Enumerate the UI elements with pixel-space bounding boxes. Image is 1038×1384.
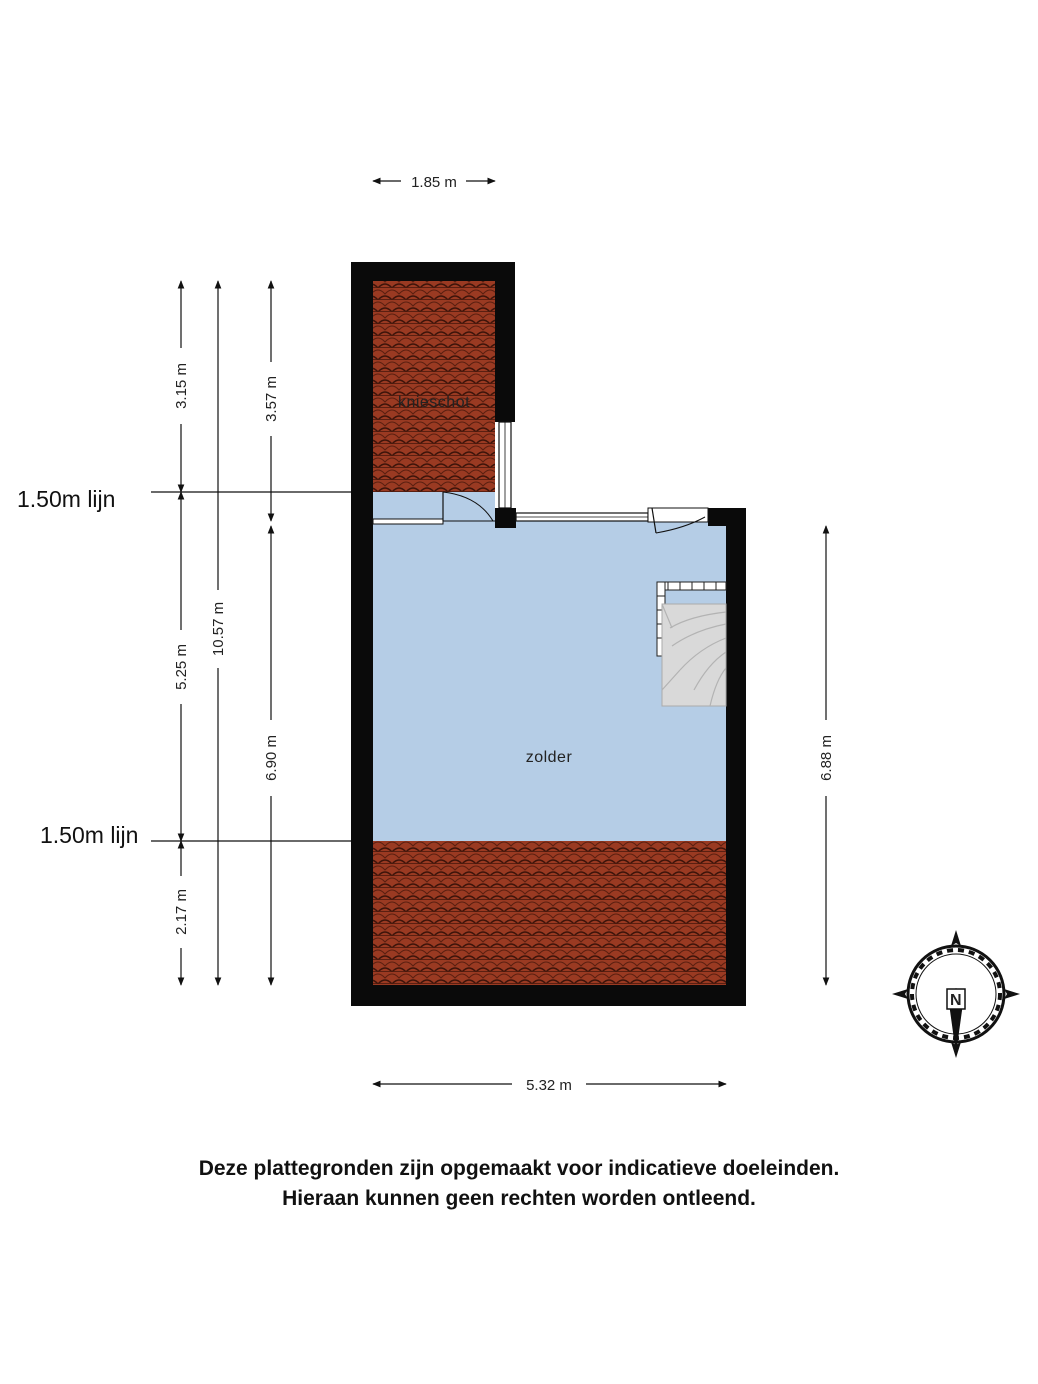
dim-inner-b-label: 6.90 m bbox=[263, 735, 280, 781]
dim-left-a-label: 3.15 m bbox=[173, 363, 190, 409]
compass-icon bbox=[892, 930, 1020, 1058]
dim-left-b-label: 5.25 m bbox=[173, 644, 190, 690]
knieschot-roof-area bbox=[373, 281, 495, 492]
room-label-zolder: zolder bbox=[525, 749, 573, 766]
dim-bottom-width-label: 5.32 m bbox=[526, 1077, 572, 1094]
dim-left-c-label: 2.17 m bbox=[173, 889, 190, 935]
disclaimer-line-1: Deze plattegronden zijn opgemaakt voor indicatieve doeleinden. bbox=[198, 1157, 840, 1180]
dim-inner-a-label: 3.57 m bbox=[263, 376, 280, 422]
zolder-roof-area bbox=[373, 841, 726, 985]
svg-text:N: N bbox=[949, 992, 963, 1009]
room-label-knieschot: knieschot bbox=[397, 394, 471, 411]
disclaimer bbox=[0, 1154, 1038, 1214]
dim-top-width-label: 1.85 m bbox=[411, 174, 457, 191]
disclaimer-line-2: Hieraan kunnen geen rechten worden ontleend. bbox=[282, 1187, 756, 1210]
upper-150-label: 1.50m lijn bbox=[17, 486, 116, 512]
dim-total-height-label: 10.57 m bbox=[210, 601, 227, 657]
lower-150-label: 1.50m lijn bbox=[40, 822, 139, 848]
dim-right-height-label: 6.88 m bbox=[818, 735, 835, 781]
